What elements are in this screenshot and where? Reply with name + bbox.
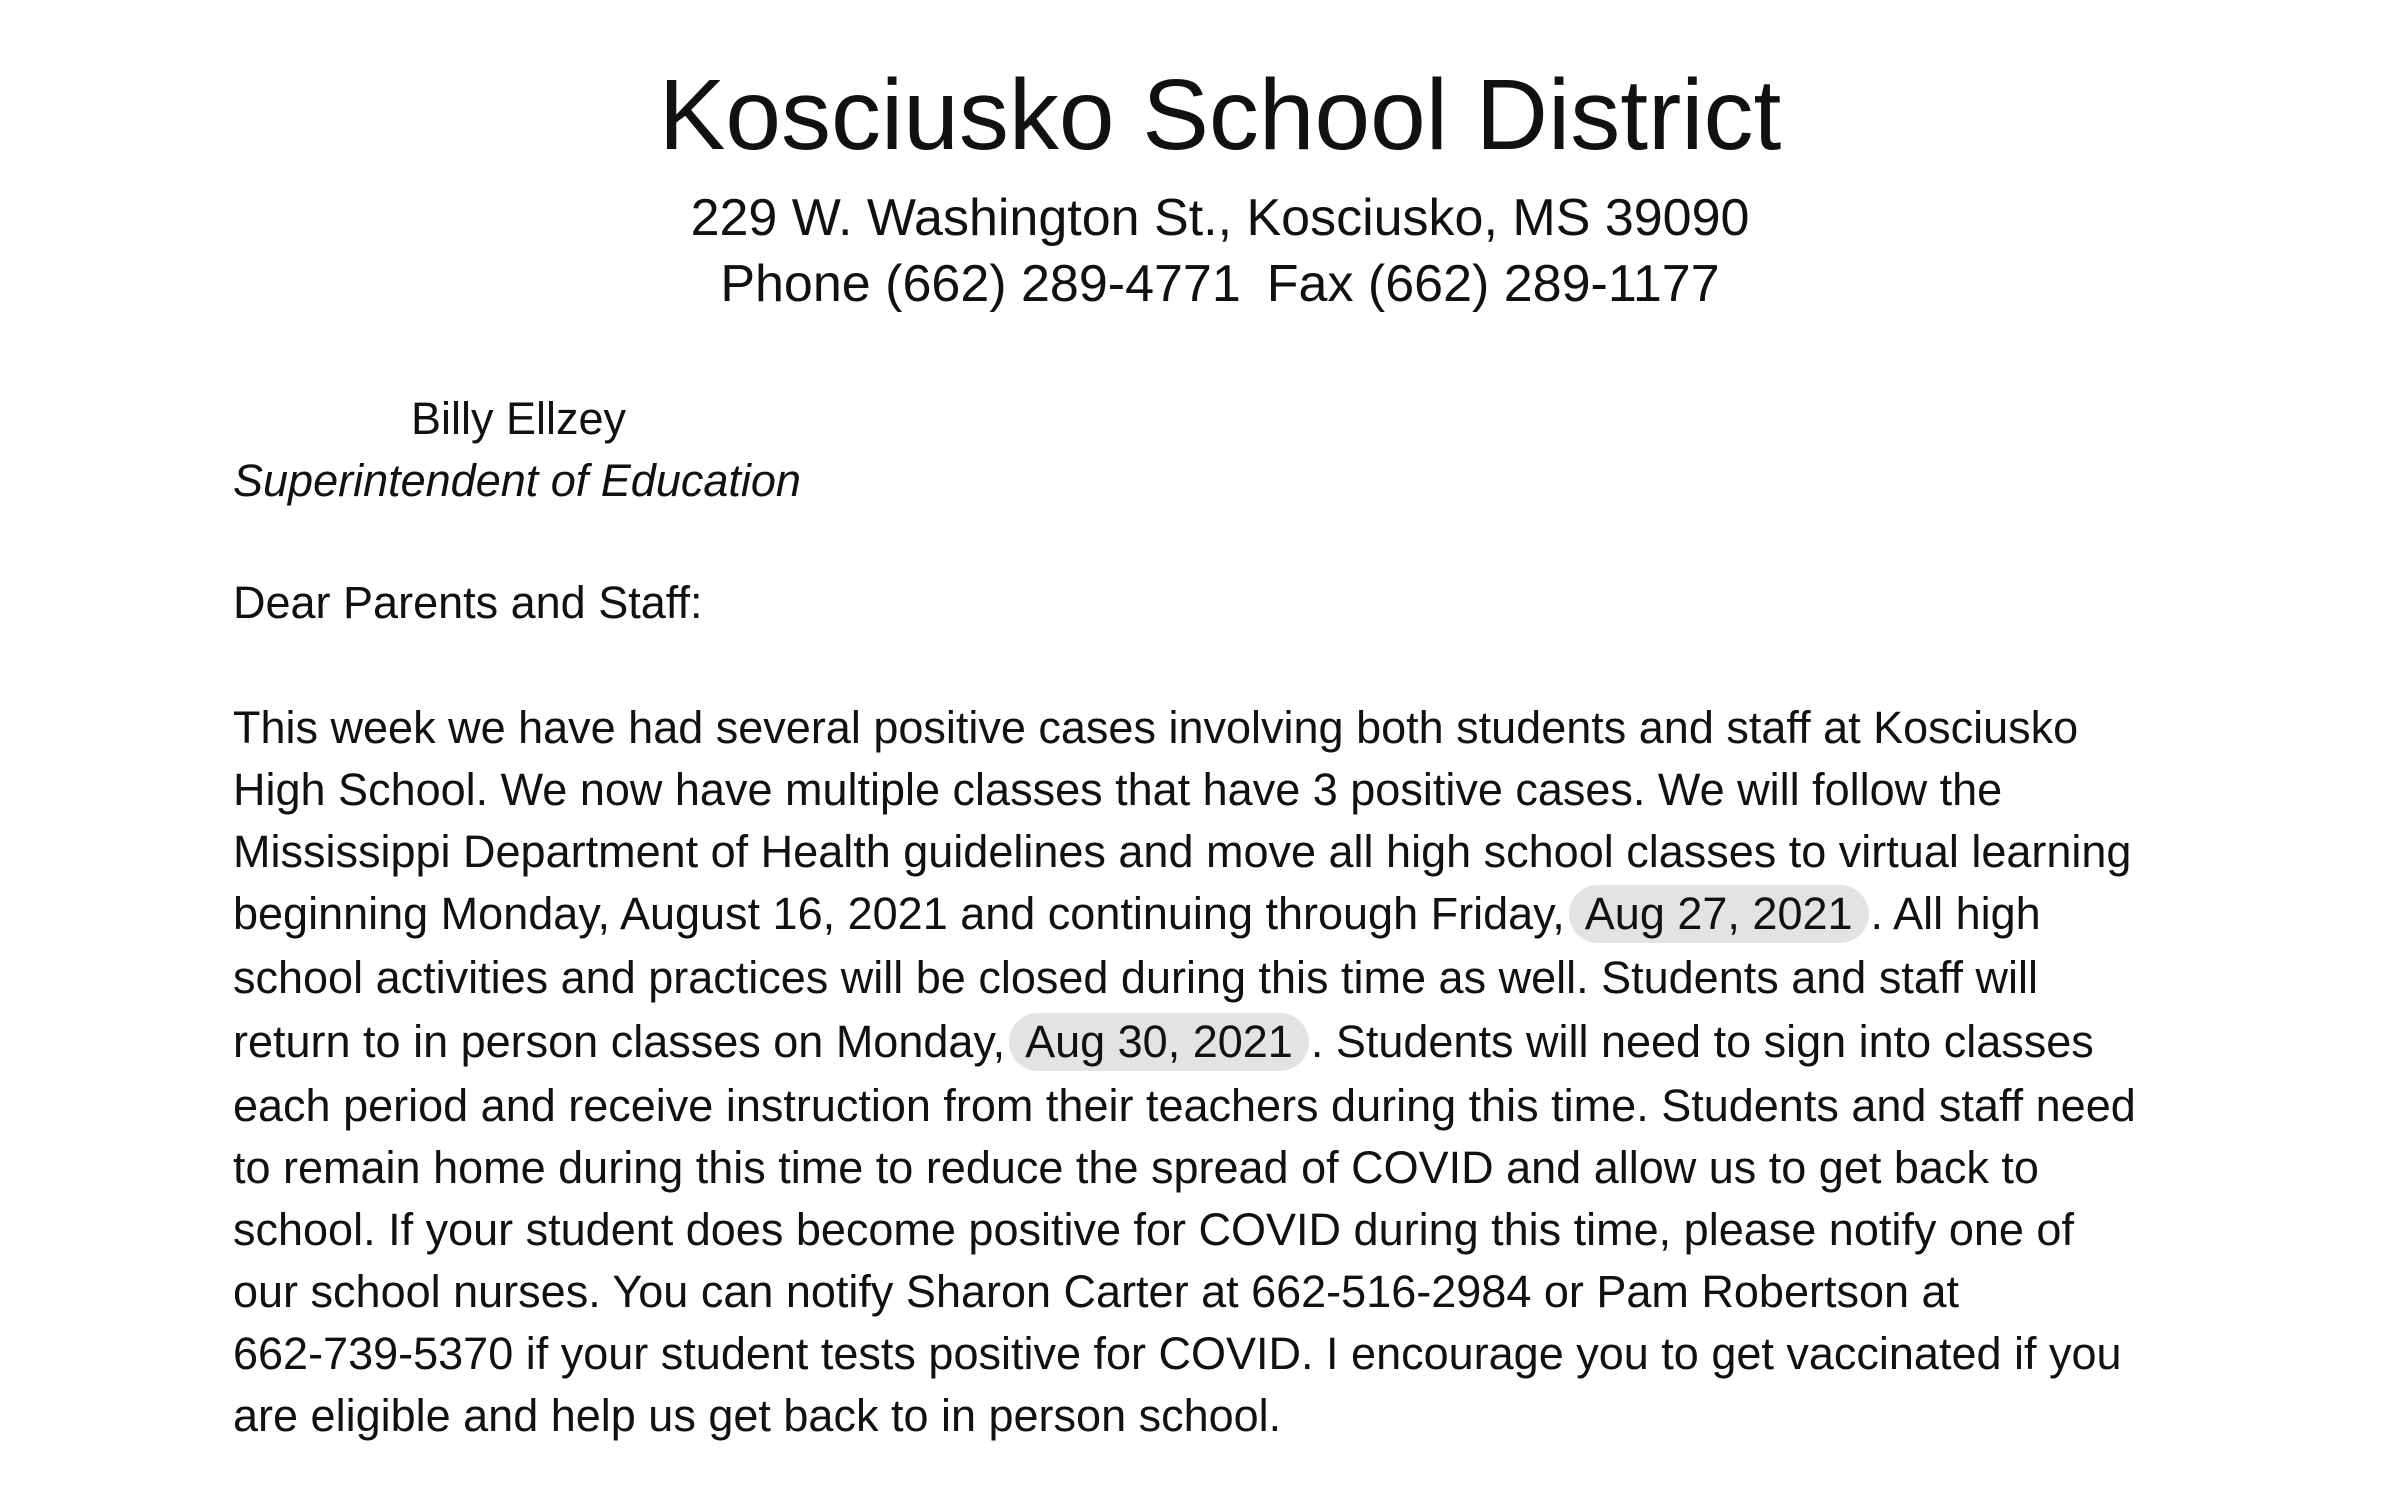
body-line: Mississippi Department of Health guidelines and move all high school classes to virtual learning (233, 826, 2132, 877)
sender-block (233, 388, 801, 512)
district-name: Kosciusko School District (658, 59, 1782, 171)
body-text-segment: return to in person classes on Monday, (233, 1016, 1006, 1067)
body-line: are eligible and help us get back to in person school. (233, 1390, 1282, 1441)
body-text-segment: beginning Monday, August 16, 2021 and continuing through Friday, (233, 888, 1565, 939)
sender-title: Superintendent of Education (233, 455, 801, 506)
body-line (233, 1011, 2243, 1075)
sender-name: Billy Ellzey (411, 393, 627, 444)
phone-number: (662) 289-4771 (885, 255, 1241, 313)
body-line: to remain home during this time to reduce the spread of COVID and allow us to get back to (233, 1142, 2039, 1193)
date-chip-return[interactable]: Aug 30, 2021 (1009, 1013, 1309, 1071)
body-line: each period and receive instruction from their teachers during this time. Students and staff need (233, 1080, 2136, 1131)
body-line: This week we have had several positive cases involving both students and staff at Kosciusko (233, 702, 2079, 753)
body-line: school activities and practices will be closed during this time as well. Students and staff will (233, 952, 2039, 1003)
district-address: 229 W. Washington St., Kosciusko, MS 39090 (690, 189, 1750, 247)
phone-label: Phone (720, 255, 871, 313)
letter-body (233, 697, 2243, 1447)
salutation: Dear Parents and Staff: (233, 577, 703, 628)
body-text-segment: . All high (1870, 888, 2041, 939)
body-text-segment: . Students will need to sign into classes (1310, 1016, 2094, 1067)
fax-label: Fax (1266, 255, 1354, 313)
body-line: our school nurses. You can notify Sharon Carter at 662-516-2984 or Pam Robertson at (233, 1266, 1960, 1317)
letterhead (0, 55, 2400, 317)
contact-line (0, 251, 2400, 317)
date-chip-end-virtual[interactable]: Aug 27, 2021 (1569, 885, 1869, 943)
body-line: 662-739-5370 if your student tests positive for COVID. I encourage you to get vaccinated if you (233, 1328, 2122, 1379)
fax-number: (662) 289-1177 (1367, 255, 1720, 313)
body-line: school. If your student does become positive for COVID during this time, please notify one of (233, 1204, 2074, 1255)
body-line (233, 883, 2243, 947)
body-line: High School. We now have multiple classes that have 3 positive cases. We will follow the (233, 764, 2003, 815)
